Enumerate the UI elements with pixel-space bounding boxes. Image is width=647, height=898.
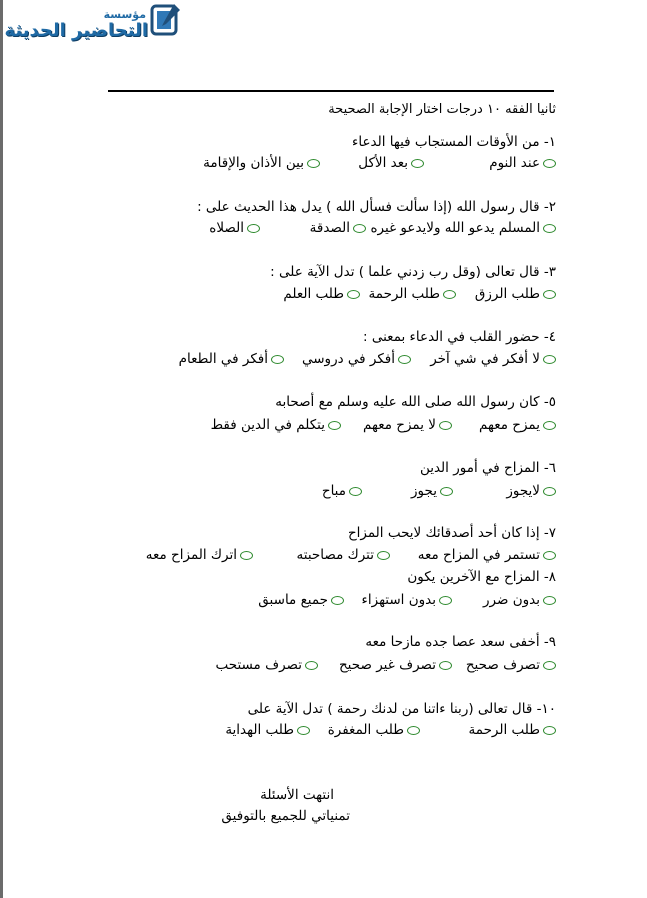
option[interactable]: يمزح معهم	[479, 416, 556, 434]
logo-main-text: التحاضير الحديثة	[4, 20, 148, 41]
question-9-label: ٩- أخفى سعد عصا جده مازحا معه	[365, 634, 556, 650]
radio-icon[interactable]	[271, 355, 284, 364]
option[interactable]: بعد الأكل	[358, 154, 424, 172]
radio-icon[interactable]	[543, 726, 556, 735]
question-10-label: ١٠- قال تعالى (ربنا ءاتنا من لدنك رحمة ) تدل الآية على	[247, 701, 556, 717]
option[interactable]: عند النوم	[489, 154, 556, 172]
option[interactable]: بدون ضرر	[483, 591, 556, 609]
option[interactable]: طلب العلم	[283, 285, 360, 303]
tablet-pen-icon	[148, 2, 182, 38]
radio-icon[interactable]	[439, 596, 452, 605]
option[interactable]: يتكلم في الدين فقط	[211, 416, 341, 434]
radio-icon[interactable]	[543, 487, 556, 496]
publisher-logo	[2, 2, 182, 46]
option[interactable]: لايجوز	[506, 482, 556, 500]
question-1-label: ١- من الأوقات المستجاب فيها الدعاء	[352, 134, 556, 150]
option[interactable]: مباح	[322, 482, 362, 500]
question-3-label: ٣- قال تعالى (وقل رب زدني علما ) تدل الآية على :	[270, 264, 556, 280]
question-6-label: ٦- المزاح في أمور الدين	[419, 460, 556, 476]
option[interactable]: اترك المزاح معه	[146, 546, 253, 564]
section-heading: ثانيا الفقه ١٠ درجات اختار الإجابة الصحيحة	[328, 102, 556, 117]
option[interactable]: المسلم يدعو الله ولايدعو غيره	[370, 219, 556, 237]
radio-icon[interactable]	[347, 290, 360, 299]
option[interactable]: بدون استهزاء	[362, 591, 452, 609]
option[interactable]: الصلاه	[209, 219, 260, 237]
radio-icon[interactable]	[247, 224, 260, 233]
radio-icon[interactable]	[398, 355, 411, 364]
top-rule	[108, 90, 554, 92]
question-5-label: ٥- كان رسول الله صلى الله عليه وسلم مع أصحابه	[275, 394, 556, 410]
option[interactable]: أفكر في الطعام	[179, 350, 284, 368]
option[interactable]: تصرف غير صحيح	[339, 656, 452, 674]
radio-icon[interactable]	[305, 661, 318, 670]
logo-top-text: مؤسسة	[103, 8, 146, 21]
option[interactable]: أفكر في دروسي	[302, 350, 411, 368]
radio-icon[interactable]	[543, 661, 556, 670]
radio-icon[interactable]	[240, 551, 253, 560]
option[interactable]: بين الأذان والإقامة	[203, 154, 320, 172]
radio-icon[interactable]	[543, 551, 556, 560]
radio-icon[interactable]	[543, 224, 556, 233]
radio-icon[interactable]	[440, 487, 453, 496]
radio-icon[interactable]	[543, 421, 556, 430]
option[interactable]: يجوز	[411, 482, 453, 500]
option[interactable]: تصرف مستحب	[215, 656, 318, 674]
radio-icon[interactable]	[543, 159, 556, 168]
option[interactable]: طلب الرزق	[475, 285, 556, 303]
radio-icon[interactable]	[411, 159, 424, 168]
radio-icon[interactable]	[297, 726, 310, 735]
option[interactable]: لا يمزح معهم	[363, 416, 452, 434]
option[interactable]: طلب المغفرة	[328, 721, 420, 739]
option[interactable]: طلب الهداية	[225, 721, 310, 739]
question-4-label: ٤- حضور القلب في الدعاء بمعنى :	[363, 329, 556, 345]
radio-icon[interactable]	[307, 159, 320, 168]
option[interactable]: تستمر في المزاح معه	[418, 546, 556, 564]
radio-icon[interactable]	[443, 290, 456, 299]
question-8-label: ٨- المزاح مع الآخرين يكون	[407, 569, 556, 585]
option[interactable]: طلب الرحمة	[469, 721, 556, 739]
closing-line-1: انتهت الأسئلة	[260, 787, 334, 803]
radio-icon[interactable]	[543, 596, 556, 605]
option[interactable]: طلب الرحمة	[369, 285, 456, 303]
radio-icon[interactable]	[331, 596, 344, 605]
radio-icon[interactable]	[353, 224, 366, 233]
question-7-label: ٧- إذا كان أحد أصدقائك لايحب المزاح	[347, 525, 556, 541]
radio-icon[interactable]	[543, 290, 556, 299]
radio-icon[interactable]	[407, 726, 420, 735]
radio-icon[interactable]	[439, 661, 452, 670]
option[interactable]: جميع ماسبق	[258, 591, 344, 609]
option[interactable]: تصرف صحيح	[466, 656, 556, 674]
page-left-edge	[0, 0, 3, 898]
radio-icon[interactable]	[543, 355, 556, 364]
closing-line-2: تمنياتي للجميع بالتوفيق	[221, 808, 350, 824]
radio-icon[interactable]	[328, 421, 341, 430]
question-2-label: ٢- قال رسول الله (إذا سألت فسأل الله ) يدل هذا الحديث على :	[197, 199, 556, 215]
option[interactable]: لا أفكر في شي آخر	[430, 350, 556, 368]
option[interactable]: تترك مصاحبته	[297, 546, 390, 564]
radio-icon[interactable]	[349, 487, 362, 496]
radio-icon[interactable]	[439, 421, 452, 430]
option[interactable]: الصدقة	[310, 219, 366, 237]
radio-icon[interactable]	[377, 551, 390, 560]
